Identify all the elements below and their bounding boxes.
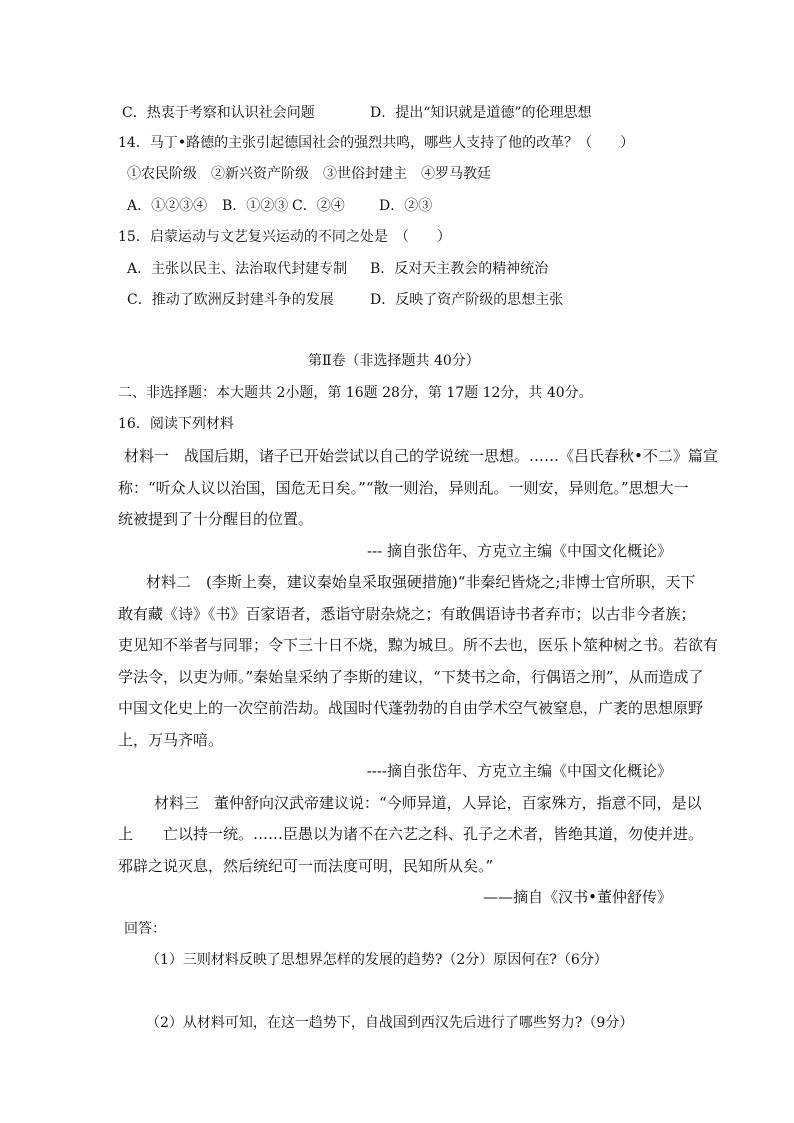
q15-option-b: B．反对天主教会的精神统治 bbox=[370, 261, 549, 277]
q16-stem: 16．阅读下列材料 bbox=[118, 416, 234, 432]
q14-option-d: D．②③ bbox=[379, 198, 433, 214]
q13-option-d: D．提出“知识就是道德”的伦理思想 bbox=[370, 105, 592, 121]
material1-line: 材料一 战国后期，诸子已开始尝试以自己的学说统一思想。……《吕氏春秋•不二》篇宣 bbox=[124, 447, 718, 465]
material1-source: --- 摘自张岱年、方克立主编《中国文化概论》 bbox=[367, 542, 672, 560]
material3-line: 上 亡以持一统。……臣愚以为诸不在六艺之科、孔子之术者，皆绝其道，勿使并进。 bbox=[118, 825, 704, 843]
material3-line: 材料三 董仲舒向汉武帝建议说：“今师异道，人异论，百家殊方，指意不同，是以 bbox=[154, 794, 702, 812]
sub-question-2: （2）从材料可知，在这一趋势下，自战国到西汉先后进行了哪些努力?（9分） bbox=[146, 1015, 634, 1031]
material3-source: ——摘自《汉书•董仲舒传》 bbox=[483, 888, 672, 906]
q14-option-a: A．①②③④ bbox=[127, 198, 208, 214]
material2-line: 吏见知不举者与同罪；令下三十日不烧，黥为城旦。所不去也，医乐卜筮种树之书。若欲有 bbox=[118, 636, 719, 654]
q13-option-c: C．热衷于考察和认识社会问题 bbox=[122, 105, 315, 121]
material2-line: 敢有藏《诗》《书》百家语者，悉诣守尉杂烧之；有敢偶语诗书者弃市；以古非今者族； bbox=[118, 605, 696, 623]
q14-option-c: C．②④ bbox=[292, 198, 345, 214]
material1-line: 统被提到了十分醒目的位置。 bbox=[118, 510, 314, 528]
q14-items: ①农民阶级 ②新兴资产阶级 ③世俗封建主 ④罗马教廷 bbox=[127, 166, 491, 182]
section-instruction: 二、非选择题：本大题共 2小题，第 16题 28分，第 17题 12分，共 40分。 bbox=[118, 385, 593, 401]
material3-line: 邪辟之说灭息，然后统纪可一而法度可明，民知所从矣。” bbox=[118, 857, 494, 875]
q15-stem: 15．启蒙运动与文艺复兴运动的不同之处是 （ ） bbox=[118, 229, 451, 245]
sub-question-1: （1）三则材料反映了思想界怎样的发展的趋势?（2分）原因何在?（6分） bbox=[146, 952, 608, 968]
q15-option-d: D．反映了资产阶级的思想主张 bbox=[370, 292, 564, 308]
material2-line: 材料二 (李斯上奏，建议秦始皇采取强硬措施)“非秦纪皆烧之;非博士官所职，天下 bbox=[146, 573, 696, 591]
section-title: 第Ⅱ卷（非选择题共 40分） bbox=[308, 353, 480, 369]
q15-option-a: A．主张以民主、法治取代封建专制 bbox=[127, 261, 348, 277]
material2-line: 中国文化史上的一次空前浩劫。战国时代蓬勃勃的自由学术空气被窒息，广袤的思想原野 bbox=[118, 699, 704, 717]
q15-option-c: C．推动了欧洲反封建斗争的发展 bbox=[127, 292, 334, 308]
answer-label: 回答： bbox=[124, 921, 166, 937]
q14-stem: 14．马丁•路德的主张引起德国社会的强烈共鸣，哪些人支持了他的改革？（ ） bbox=[118, 135, 635, 151]
q14-option-b: B．①②③ bbox=[222, 198, 289, 214]
material2-line: 上，万马齐喑。 bbox=[118, 731, 224, 749]
material2-source: ----摘自张岱年、方克立主编《中国文化概论》 bbox=[366, 762, 672, 780]
material1-line: 称：“听众人议以治国，国危无日矣。”“散一则治，异则乱。一则安，异则危。”思想大一 bbox=[118, 479, 689, 497]
material2-line: 学法令，以吏为师。”秦始皇采纳了李斯的建议，“下焚书之命，行偶语之刑”，从而造成了 bbox=[118, 668, 704, 686]
